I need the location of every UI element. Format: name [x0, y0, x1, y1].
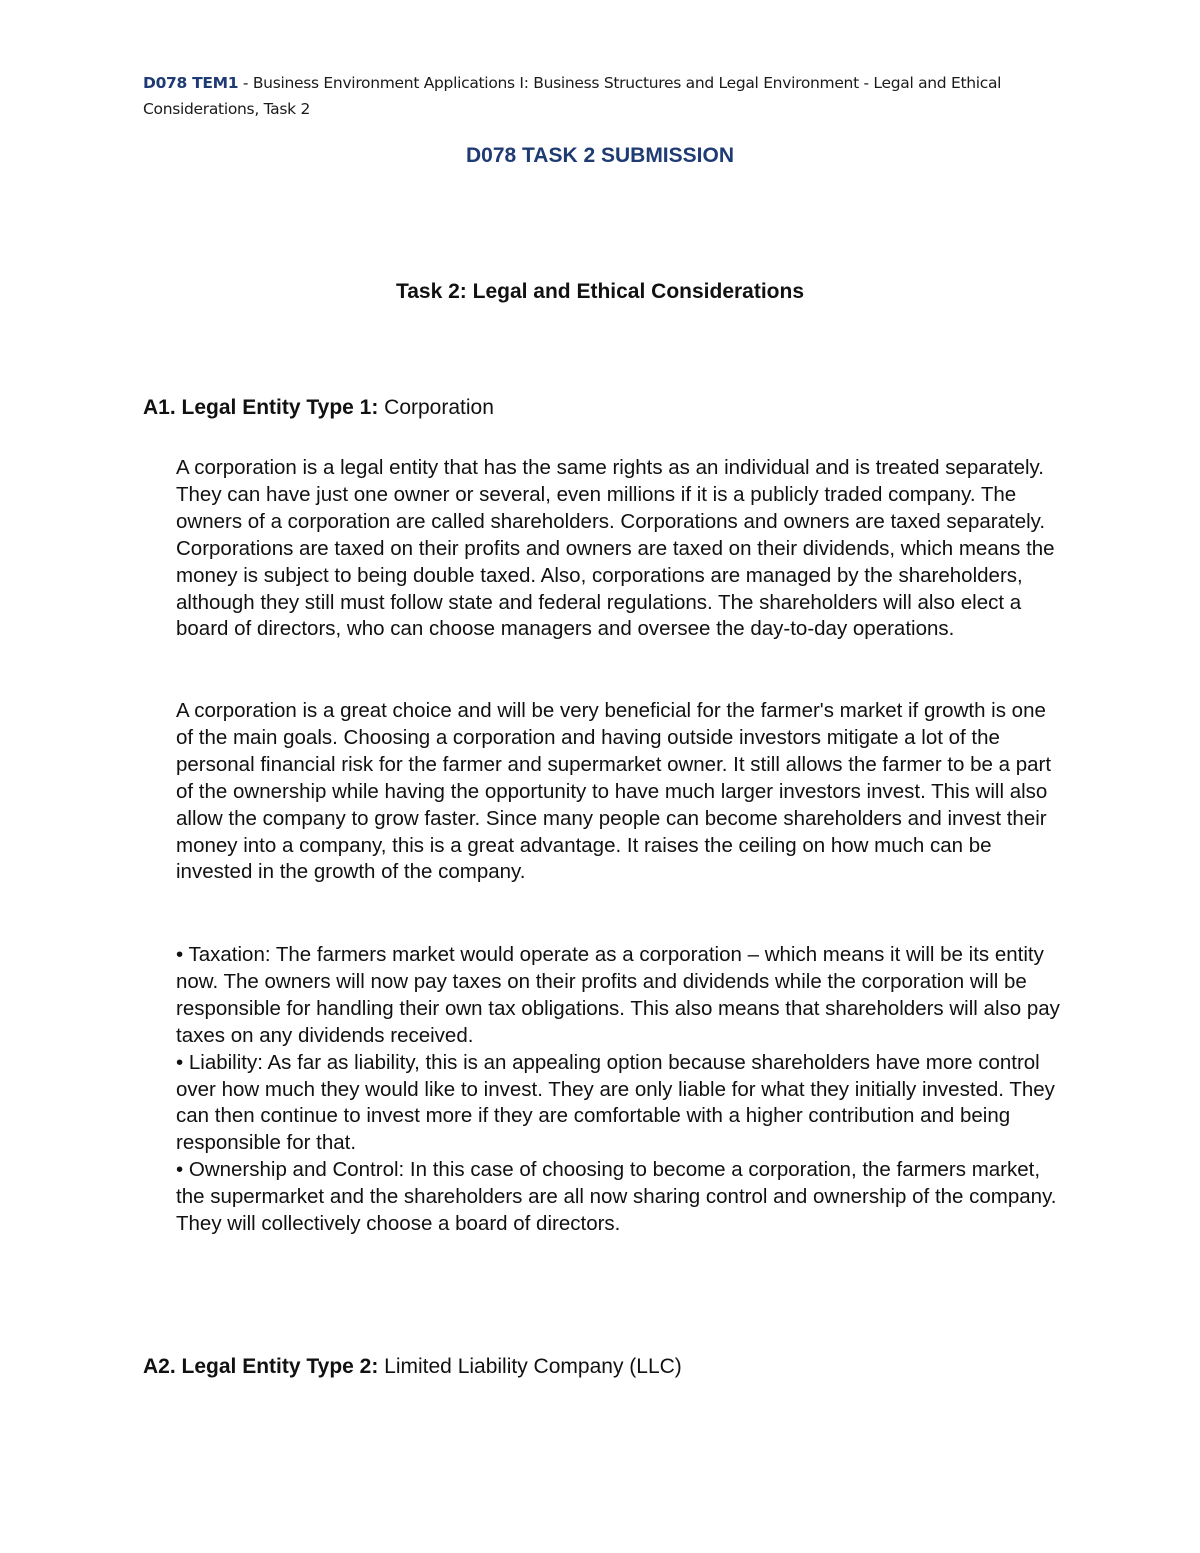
- section-a2-heading: [143, 1352, 682, 1382]
- bullet-taxation: • Taxation: The farmers market would operate as a corporation – which means it will be its entity now. The owners will now pay taxes on their profits and dividends while the corporation will be responsible for handling their own tax obligations. This also means that shareholders will also pay taxes on any dividends received.: [176, 943, 1060, 1047]
- section-a2-value: Limited Liability Company (LLC): [378, 1355, 682, 1378]
- submission-title: D078 TASK 2 SUBMISSION: [465, 144, 734, 167]
- section-a2-label: A2. Legal Entity Type 2:: [143, 1355, 379, 1378]
- section-a1-heading: [143, 393, 494, 423]
- section-a1-paragraph-2: [176, 698, 1066, 886]
- page-header: [143, 70, 1083, 122]
- bullet-liability: • Liability: As far as liability, this is an appealing option because shareholders have more control over how much they would like to invest. They are only liable for what they initially invested. They can then continue to invest more if they are comfortable with a higher contribution and being responsible for that.: [176, 1050, 1055, 1155]
- paragraph-text: A corporation is a great choice and will be very beneficial for the farmer's market if growth is one of the main goals. Choosing a corporation and having outside investors mitigate a lot of the personal financial risk for the farmer and supermarket owner. It still allows the farmer to be a part of the ownership while having the opportunity to have much larger investors invest. This will also allow the company to grow faster. Since many people can become shareholders and invest their money into a company, this is a great advantage. It raises the ceiling on how much can be invested in the growth of the company.: [176, 699, 1052, 884]
- section-a1-paragraph-1: [176, 455, 1066, 643]
- course-description: - Business Environment Applications I: Business Structures and Legal Environment - Legal and Ethical Considerations, Task 2: [143, 74, 1002, 118]
- bullet-ownership-control: • Ownership and Control: In this case of choosing to become a corporation, the farmers market, the supermarket and the shareholders are all now sharing control and ownership of the company. They will collectively choose a board of directors.: [176, 1158, 1057, 1236]
- paragraph-text: A corporation is a legal entity that has the same rights as an individual and is treated separately. They can have just one owner or several, even millions if it is a publicly traded company. The owners of a corporation are called shareholders. Corporations and owners are taxed separately. Corporations are taxed on their profits and owners are taxed on their dividends, which means the money is subject to being double taxed. Also, corporations are managed by the shareholders, although they still must follow state and federal regulations. The shareholders will also elect a board of directors, who can choose managers and oversee the day-to-day operations.: [176, 456, 1055, 641]
- section-a1-bullet-list: [176, 942, 1066, 1238]
- course-code: D078 TEM1: [143, 74, 239, 92]
- section-a1-label: A1. Legal Entity Type 1:: [143, 396, 379, 419]
- task-title: Task 2: Legal and Ethical Considerations: [395, 280, 805, 303]
- section-a1-value: Corporation: [378, 396, 494, 419]
